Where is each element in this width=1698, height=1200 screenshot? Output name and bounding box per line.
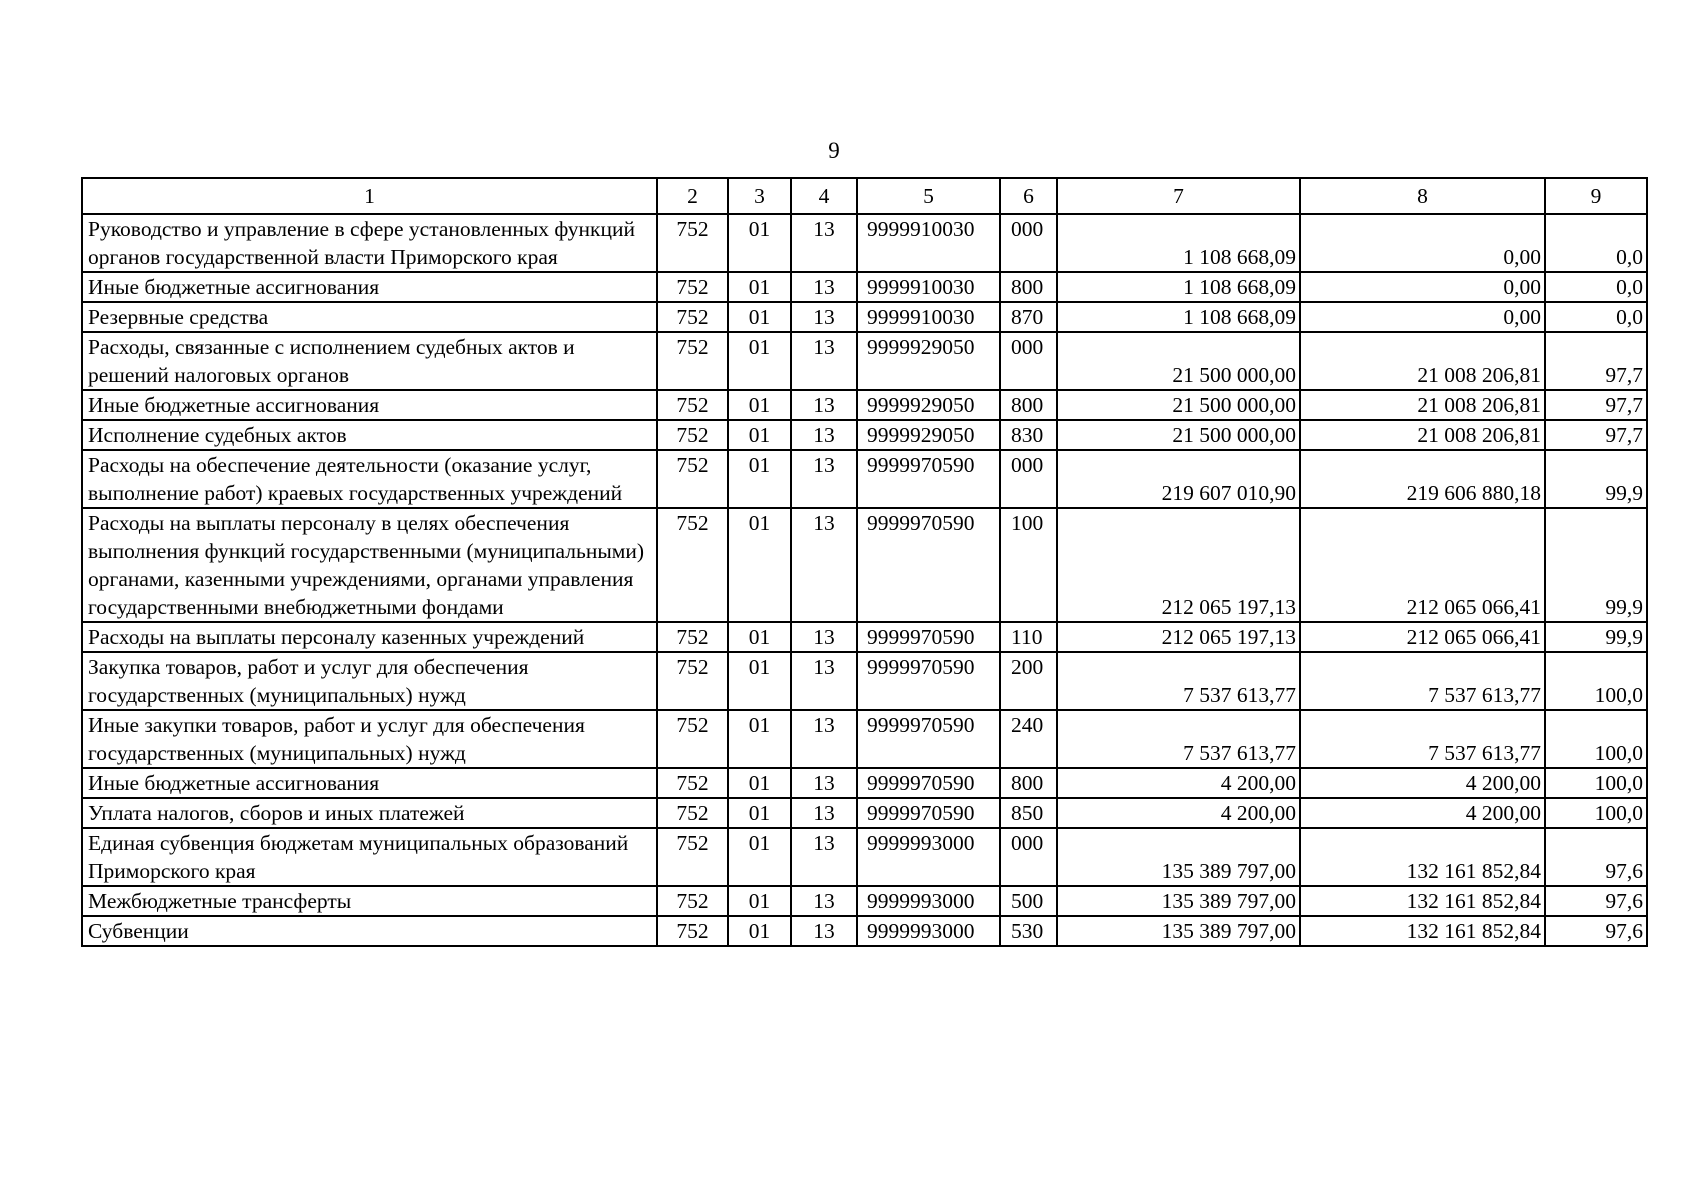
executed-amount: 219 606 880,18 — [1300, 450, 1545, 508]
column-header: 6 — [1000, 178, 1057, 214]
executed-amount: 212 065 066,41 — [1300, 508, 1545, 622]
table-row — [82, 508, 1647, 622]
executed-amount: 21 008 206,81 — [1300, 420, 1545, 450]
expense-type-code: 850 — [1000, 798, 1057, 828]
expense-type-code: 000 — [1000, 332, 1057, 390]
subsection-code: 13 — [791, 302, 857, 332]
planned-amount: 21 500 000,00 — [1057, 390, 1300, 420]
table-row — [82, 768, 1647, 798]
execution-percent: 0,0 — [1545, 302, 1647, 332]
execution-percent: 100,0 — [1545, 652, 1647, 710]
executed-amount: 4 200,00 — [1300, 768, 1545, 798]
subsection-code: 13 — [791, 450, 857, 508]
column-header: 1 — [82, 178, 657, 214]
executed-amount: 0,00 — [1300, 272, 1545, 302]
target-article-code: 9999970590 — [857, 768, 1000, 798]
budget-table — [81, 177, 1648, 947]
target-article-code: 9999910030 — [857, 272, 1000, 302]
planned-amount: 135 389 797,00 — [1057, 828, 1300, 886]
executed-amount: 7 537 613,77 — [1300, 652, 1545, 710]
executed-amount: 0,00 — [1300, 214, 1545, 272]
target-article-code: 9999910030 — [857, 214, 1000, 272]
item-name: Расходы на обеспечение деятельности (оказание услуг, выполнение работ) краевых государственных учреждений — [82, 450, 657, 508]
column-number-row — [82, 178, 1647, 214]
ministry-code: 752 — [657, 622, 728, 652]
planned-amount: 7 537 613,77 — [1057, 652, 1300, 710]
subsection-code: 13 — [791, 622, 857, 652]
section-code: 01 — [728, 828, 791, 886]
ministry-code: 752 — [657, 798, 728, 828]
column-header: 8 — [1300, 178, 1545, 214]
expense-type-code: 110 — [1000, 622, 1057, 652]
expense-type-code: 240 — [1000, 710, 1057, 768]
executed-amount: 4 200,00 — [1300, 798, 1545, 828]
item-name: Субвенции — [82, 916, 657, 946]
target-article-code: 9999929050 — [857, 420, 1000, 450]
executed-amount: 212 065 066,41 — [1300, 622, 1545, 652]
table-row — [82, 916, 1647, 946]
planned-amount: 4 200,00 — [1057, 768, 1300, 798]
executed-amount: 132 161 852,84 — [1300, 828, 1545, 886]
section-code: 01 — [728, 508, 791, 622]
execution-percent: 100,0 — [1545, 768, 1647, 798]
expense-type-code: 200 — [1000, 652, 1057, 710]
ministry-code: 752 — [657, 916, 728, 946]
expense-type-code: 500 — [1000, 886, 1057, 916]
table-row — [82, 652, 1647, 710]
planned-amount: 1 108 668,09 — [1057, 214, 1300, 272]
column-header: 5 — [857, 178, 1000, 214]
execution-percent: 99,9 — [1545, 622, 1647, 652]
item-name: Расходы на выплаты персоналу в целях обеспечения выполнения функций государственными (муниципальными) органами, казенными учреждениями, органами управления государственными внебюджетными фондами — [82, 508, 657, 622]
expense-type-code: 000 — [1000, 828, 1057, 886]
execution-percent: 99,9 — [1545, 450, 1647, 508]
planned-amount: 1 108 668,09 — [1057, 302, 1300, 332]
item-name: Иные бюджетные ассигнования — [82, 272, 657, 302]
subsection-code: 13 — [791, 214, 857, 272]
section-code: 01 — [728, 768, 791, 798]
executed-amount: 132 161 852,84 — [1300, 916, 1545, 946]
item-name: Закупка товаров, работ и услуг для обеспечения государственных (муниципальных) нужд — [82, 652, 657, 710]
executed-amount: 132 161 852,84 — [1300, 886, 1545, 916]
target-article-code: 9999970590 — [857, 622, 1000, 652]
executed-amount: 7 537 613,77 — [1300, 710, 1545, 768]
expense-type-code: 830 — [1000, 420, 1057, 450]
subsection-code: 13 — [791, 798, 857, 828]
item-name: Уплата налогов, сборов и иных платежей — [82, 798, 657, 828]
section-code: 01 — [728, 390, 791, 420]
expense-type-code: 800 — [1000, 272, 1057, 302]
table-row — [82, 450, 1647, 508]
subsection-code: 13 — [791, 768, 857, 798]
subsection-code: 13 — [791, 420, 857, 450]
target-article-code: 9999993000 — [857, 828, 1000, 886]
planned-amount: 212 065 197,13 — [1057, 508, 1300, 622]
table-row — [82, 828, 1647, 886]
section-code: 01 — [728, 652, 791, 710]
ministry-code: 752 — [657, 390, 728, 420]
target-article-code: 9999993000 — [857, 886, 1000, 916]
planned-amount: 21 500 000,00 — [1057, 332, 1300, 390]
section-code: 01 — [728, 420, 791, 450]
section-code: 01 — [728, 302, 791, 332]
table-row — [82, 798, 1647, 828]
subsection-code: 13 — [791, 390, 857, 420]
planned-amount: 4 200,00 — [1057, 798, 1300, 828]
execution-percent: 97,6 — [1545, 886, 1647, 916]
table-row — [82, 622, 1647, 652]
item-name: Иные бюджетные ассигнования — [82, 768, 657, 798]
target-article-code: 9999970590 — [857, 798, 1000, 828]
target-article-code: 9999970590 — [857, 508, 1000, 622]
execution-percent: 100,0 — [1545, 710, 1647, 768]
planned-amount: 1 108 668,09 — [1057, 272, 1300, 302]
execution-percent: 0,0 — [1545, 214, 1647, 272]
item-name: Руководство и управление в сфере установленных функций органов государственной власти Приморского края — [82, 214, 657, 272]
item-name: Исполнение судебных актов — [82, 420, 657, 450]
subsection-code: 13 — [791, 652, 857, 710]
execution-percent: 97,7 — [1545, 390, 1647, 420]
item-name: Расходы на выплаты персоналу казенных учреждений — [82, 622, 657, 652]
planned-amount: 7 537 613,77 — [1057, 710, 1300, 768]
section-code: 01 — [728, 272, 791, 302]
target-article-code: 9999929050 — [857, 332, 1000, 390]
subsection-code: 13 — [791, 272, 857, 302]
expense-type-code: 530 — [1000, 916, 1057, 946]
ministry-code: 752 — [657, 450, 728, 508]
planned-amount: 135 389 797,00 — [1057, 886, 1300, 916]
ministry-code: 752 — [657, 768, 728, 798]
execution-percent: 99,9 — [1545, 508, 1647, 622]
expense-type-code: 000 — [1000, 214, 1057, 272]
executed-amount: 21 008 206,81 — [1300, 332, 1545, 390]
table-row — [82, 710, 1647, 768]
subsection-code: 13 — [791, 332, 857, 390]
planned-amount: 212 065 197,13 — [1057, 622, 1300, 652]
section-code: 01 — [728, 622, 791, 652]
ministry-code: 752 — [657, 652, 728, 710]
ministry-code: 752 — [657, 828, 728, 886]
section-code: 01 — [728, 916, 791, 946]
section-code: 01 — [728, 214, 791, 272]
subsection-code: 13 — [791, 828, 857, 886]
execution-percent: 97,6 — [1545, 828, 1647, 886]
page-number: 9 — [828, 138, 840, 163]
ministry-code: 752 — [657, 710, 728, 768]
execution-percent: 100,0 — [1545, 798, 1647, 828]
item-name: Иные закупки товаров, работ и услуг для обеспечения государственных (муниципальных) нужд — [82, 710, 657, 768]
execution-percent: 97,7 — [1545, 332, 1647, 390]
execution-percent: 0,0 — [1545, 272, 1647, 302]
ministry-code: 752 — [657, 214, 728, 272]
column-header: 3 — [728, 178, 791, 214]
expense-type-code: 000 — [1000, 450, 1057, 508]
target-article-code: 9999993000 — [857, 916, 1000, 946]
target-article-code: 9999970590 — [857, 710, 1000, 768]
table-row — [82, 332, 1647, 390]
section-code: 01 — [728, 798, 791, 828]
item-name: Единая субвенция бюджетам муниципальных образований Приморского края — [82, 828, 657, 886]
table-row — [82, 390, 1647, 420]
expense-type-code: 800 — [1000, 390, 1057, 420]
item-name: Резервные средства — [82, 302, 657, 332]
ministry-code: 752 — [657, 332, 728, 390]
ministry-code: 752 — [657, 272, 728, 302]
target-article-code: 9999970590 — [857, 450, 1000, 508]
execution-percent: 97,7 — [1545, 420, 1647, 450]
section-code: 01 — [728, 450, 791, 508]
column-header: 4 — [791, 178, 857, 214]
ministry-code: 752 — [657, 302, 728, 332]
subsection-code: 13 — [791, 886, 857, 916]
table-row — [82, 420, 1647, 450]
table-row — [82, 214, 1647, 272]
executed-amount: 21 008 206,81 — [1300, 390, 1545, 420]
ministry-code: 752 — [657, 420, 728, 450]
item-name: Межбюджетные трансферты — [82, 886, 657, 916]
target-article-code: 9999929050 — [857, 390, 1000, 420]
column-header: 7 — [1057, 178, 1300, 214]
item-name: Расходы, связанные с исполнением судебных актов и решений налоговых органов — [82, 332, 657, 390]
section-code: 01 — [728, 886, 791, 916]
target-article-code: 9999910030 — [857, 302, 1000, 332]
expense-type-code: 800 — [1000, 768, 1057, 798]
column-header: 2 — [657, 178, 728, 214]
table-body — [82, 214, 1647, 946]
table-row — [82, 886, 1647, 916]
planned-amount: 135 389 797,00 — [1057, 916, 1300, 946]
target-article-code: 9999970590 — [857, 652, 1000, 710]
subsection-code: 13 — [791, 710, 857, 768]
table-row — [82, 302, 1647, 332]
section-code: 01 — [728, 332, 791, 390]
ministry-code: 752 — [657, 886, 728, 916]
executed-amount: 0,00 — [1300, 302, 1545, 332]
ministry-code: 752 — [657, 508, 728, 622]
subsection-code: 13 — [791, 508, 857, 622]
expense-type-code: 100 — [1000, 508, 1057, 622]
expense-type-code: 870 — [1000, 302, 1057, 332]
subsection-code: 13 — [791, 916, 857, 946]
execution-percent: 97,6 — [1545, 916, 1647, 946]
planned-amount: 21 500 000,00 — [1057, 420, 1300, 450]
planned-amount: 219 607 010,90 — [1057, 450, 1300, 508]
section-code: 01 — [728, 710, 791, 768]
table-row — [82, 272, 1647, 302]
item-name: Иные бюджетные ассигнования — [82, 390, 657, 420]
column-header: 9 — [1545, 178, 1647, 214]
